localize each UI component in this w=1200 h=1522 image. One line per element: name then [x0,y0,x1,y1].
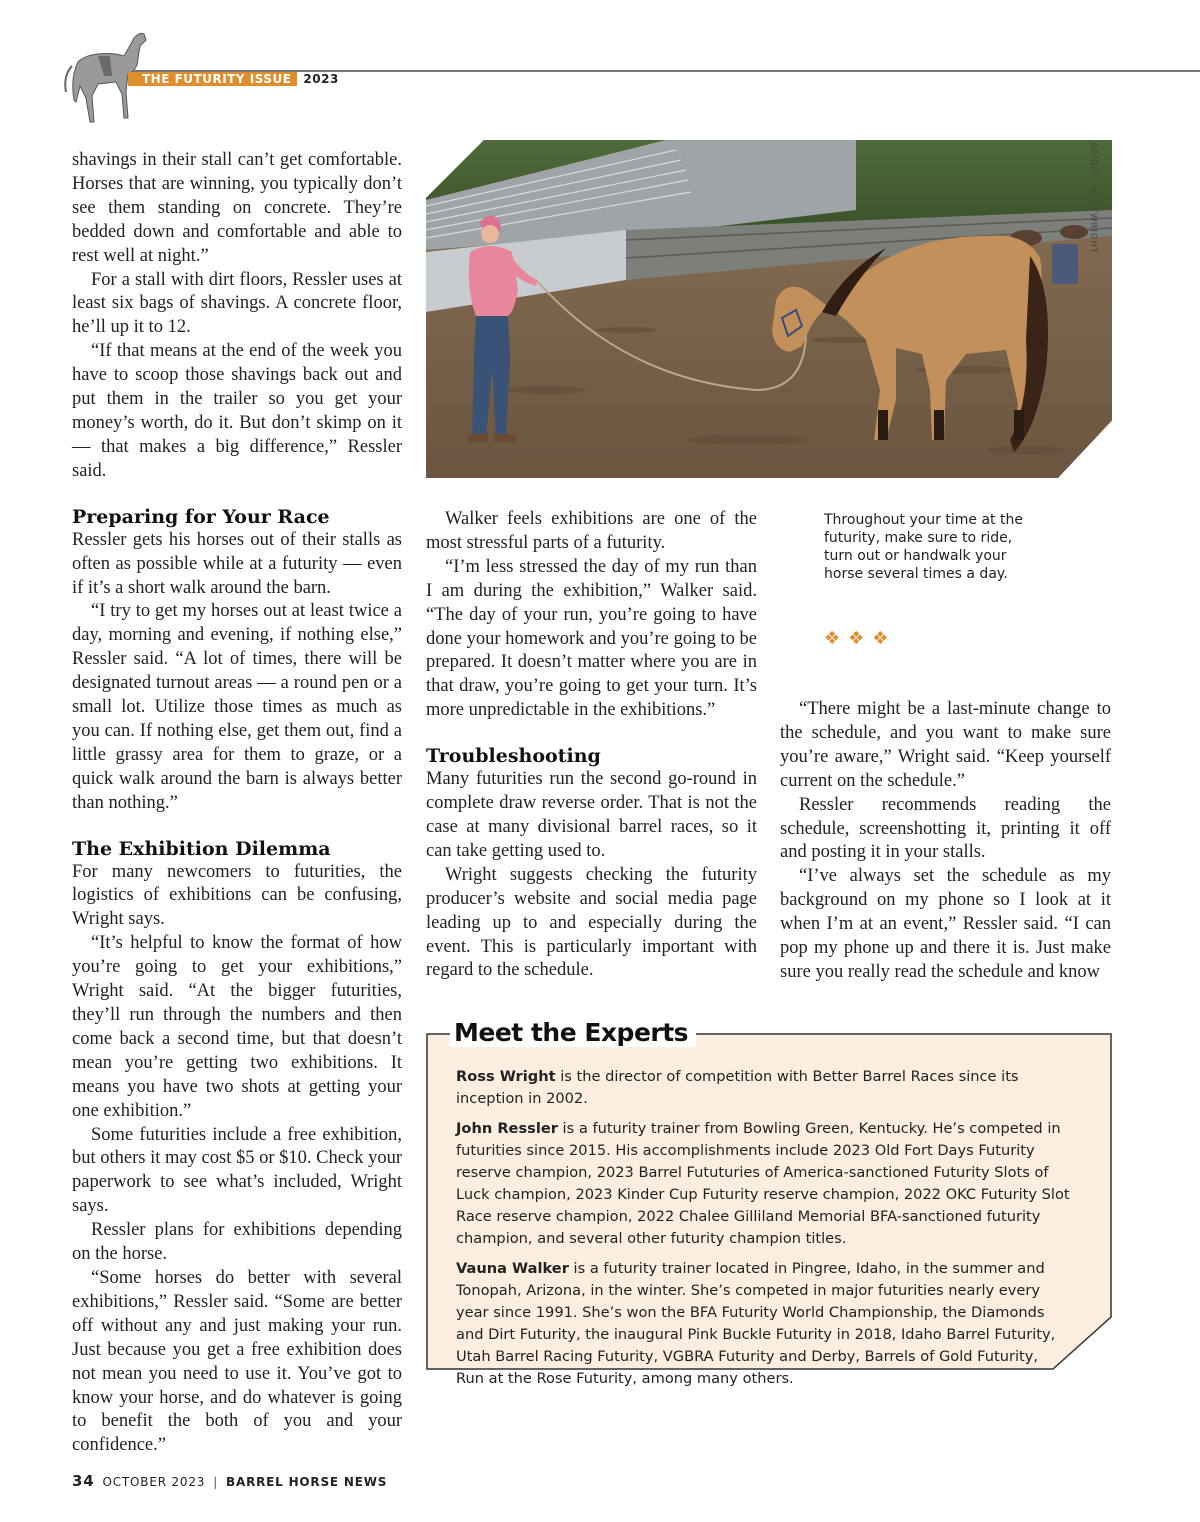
paragraph: For many newcomers to futurities, the logistics of exhibitions can be confusing, Wright says. [72,861,402,930]
publication-name: BARREL HORSE NEWS [226,1475,388,1489]
ornament-icon: ❖ [848,628,865,649]
paragraph: “I’m less stressed the day of my run than I am during the exhibition,” Walker said. “The day of your run, you’re going to have done your homework and you’re going to be prepared. It doesn’t matter where you are in that draw, you’re going to get your turn. It’s more unpredictable in the exhibitions.” [426,556,757,721]
page-footer [72,1472,387,1490]
paragraph: For a stall with dirt floors, Ressler uses at least six bags of shavings. A concrete floor, he’ll up it to 12. [72,269,402,338]
expert-ressler [456,1118,1070,1250]
paragraph: “If that means at the end of the week you have to scoop those shavings back out and put them in the trailer so you get your money’s worth, do it. But don’t skimp on it — that makes a big difference,” Ressler said. [72,341,402,481]
expert-bio: is the director of competition with Better Barrel Races since its inception in 2002. [456,1068,1019,1107]
ornament-icon: ❖ [824,628,841,649]
paragraph: Wright suggests checking the futurity producer’s website and social media page leading up to and especially during the event. This is particularly important with regard to the schedule. [426,864,757,981]
arena-photo [426,140,1112,478]
pull-quote-ornaments [824,628,888,649]
paragraph: Walker feels exhibitions are one of the most stressful parts of a futurity. [426,509,757,553]
footer-date: OCTOBER 2023 [102,1475,206,1489]
experts-body [456,1066,1070,1398]
photo-credit [1088,142,1108,262]
issue-year: 2023 [303,72,339,86]
issue-label: THE FUTURITY ISSUE [128,72,297,86]
paragraph: “I try to get my horses out at least twice a day, morning and evening, if nothing else,” Ressler said. “A lot of times, there will be designated turnout areas — a round pen or a small lot. Utilize those times as much as you can. If nothing else, get them out, find a little grassy area for them to graze, or a quick walk around the barn is always better than nothing.” [72,601,402,813]
expert-name: John Ressler [456,1120,558,1137]
paragraph: Ressler plans for exhibitions depending on the horse. [72,1220,402,1265]
ornament-icon: ❖ [872,628,889,649]
section-heading-race: Preparing for Your Race [72,505,330,528]
paragraph: “Some horses do better with several exhibitions,” Ressler said. “Some are better off without any and just making your run. Just because you get a free exhibition does not mean you need to use it. You’ve got to know your horse, and do whatever is going to benefit the both of you and your confidence.” [72,1267,402,1456]
expert-name: Ross Wright [456,1068,556,1085]
footer-separator: | [213,1475,219,1489]
paragraph: Many futurities run the second go-round in complete draw reverse order. That is not the case at many divisional barrel races, so it can take getting used to. [426,769,757,861]
photo-credit-text: ABIGAIL BOATWRIGHT [1088,142,1098,255]
experts-title: Meet the Experts [450,1018,696,1047]
paragraph: shavings in their stall can’t get comfortable. Horses that are winning, you typically don’t see them standing on concrete. They’re bedded down and comfortable and able to rest well at night.” [72,150,402,266]
pull-quote: Throughout your time at the futurity, make sure to ride, turn out or handwalk your horse several times a day. [824,512,1023,582]
expert-bio: is a futurity trainer from Bowling Green, Kentucky. He’s competed in futurities since 2015. His accomplishments include 2023 Old Fort Days Futurity reserve champion, 2023 Barrel Fututuries of America-sanctioned Futurity Slots of Luck champion, 2023 Kinder Cup Futurity reserve champion, 2022 OKC Futurity Slot Race reserve champion, 2022 Chalee Gilliland Memorial BFA-sanctioned futurity champion, and several other futurity champion titles. [456,1120,1070,1247]
paragraph: “There might be a last-minute change to the schedule, and you want to make sure you’re aware,” Wright said. “Keep yourself current on the schedule.” [780,699,1111,791]
paragraph: Some futurities include a free exhibition, but others it may cost $5 or $10. Check your paperwork to see what’s included, Wright says. [72,1124,402,1217]
paragraph: Ressler recommends reading the schedule, screenshotting it, printing it off and posting it in your stalls. [780,794,1111,863]
section-heading-troubleshooting: Troubleshooting [426,745,601,768]
paragraph: “It’s helpful to know the format of how you’re going to get your exhibitions,” Wright said. “At the bigger futurities, they’ll run through the numbers and then come back a second time, but that doesn’t mean you’re getting two exhibitions. It means you have two shots at getting your one exhibition.” [72,933,402,1121]
page-number: 34 [72,1472,95,1490]
expert-bio: is a futurity trainer located in Pingree, Idaho, in the summer and Tonopah, Arizona, in the winter. She’s competed in major futurities nearly every year since 1991. She’s won the BFA Futurity World Championship, the Diamonds and Dirt Futurity, the inaugural Pink Buckle Futurity in 2018, Idaho Barrel Futurity, Utah Barrel Racing Futurity, VGBRA Futurity and Derby, Barrels of Gold Futurity, Run at the Rose Futurity, among many others. [456,1260,1056,1387]
issue-banner [128,72,339,86]
expert-wright [456,1066,1070,1110]
expert-name: Vauna Walker [456,1260,569,1277]
column-3 [780,698,1111,985]
expert-walker [456,1258,1070,1390]
column-1 [72,149,402,1458]
section-heading-exhibition: The Exhibition Dilemma [72,837,331,860]
column-2 [426,508,757,983]
paragraph: “I’ve always set the schedule as my background on my phone so I look at it when I’m at an event,” Ressler said. “I can pop my phone up and there it is. Just make sure you really read the schedule and know [780,866,1111,982]
paragraph: Ressler gets his horses out of their stalls as often as possible while at a futurity — even if it’s a short walk around the barn. [72,529,402,598]
